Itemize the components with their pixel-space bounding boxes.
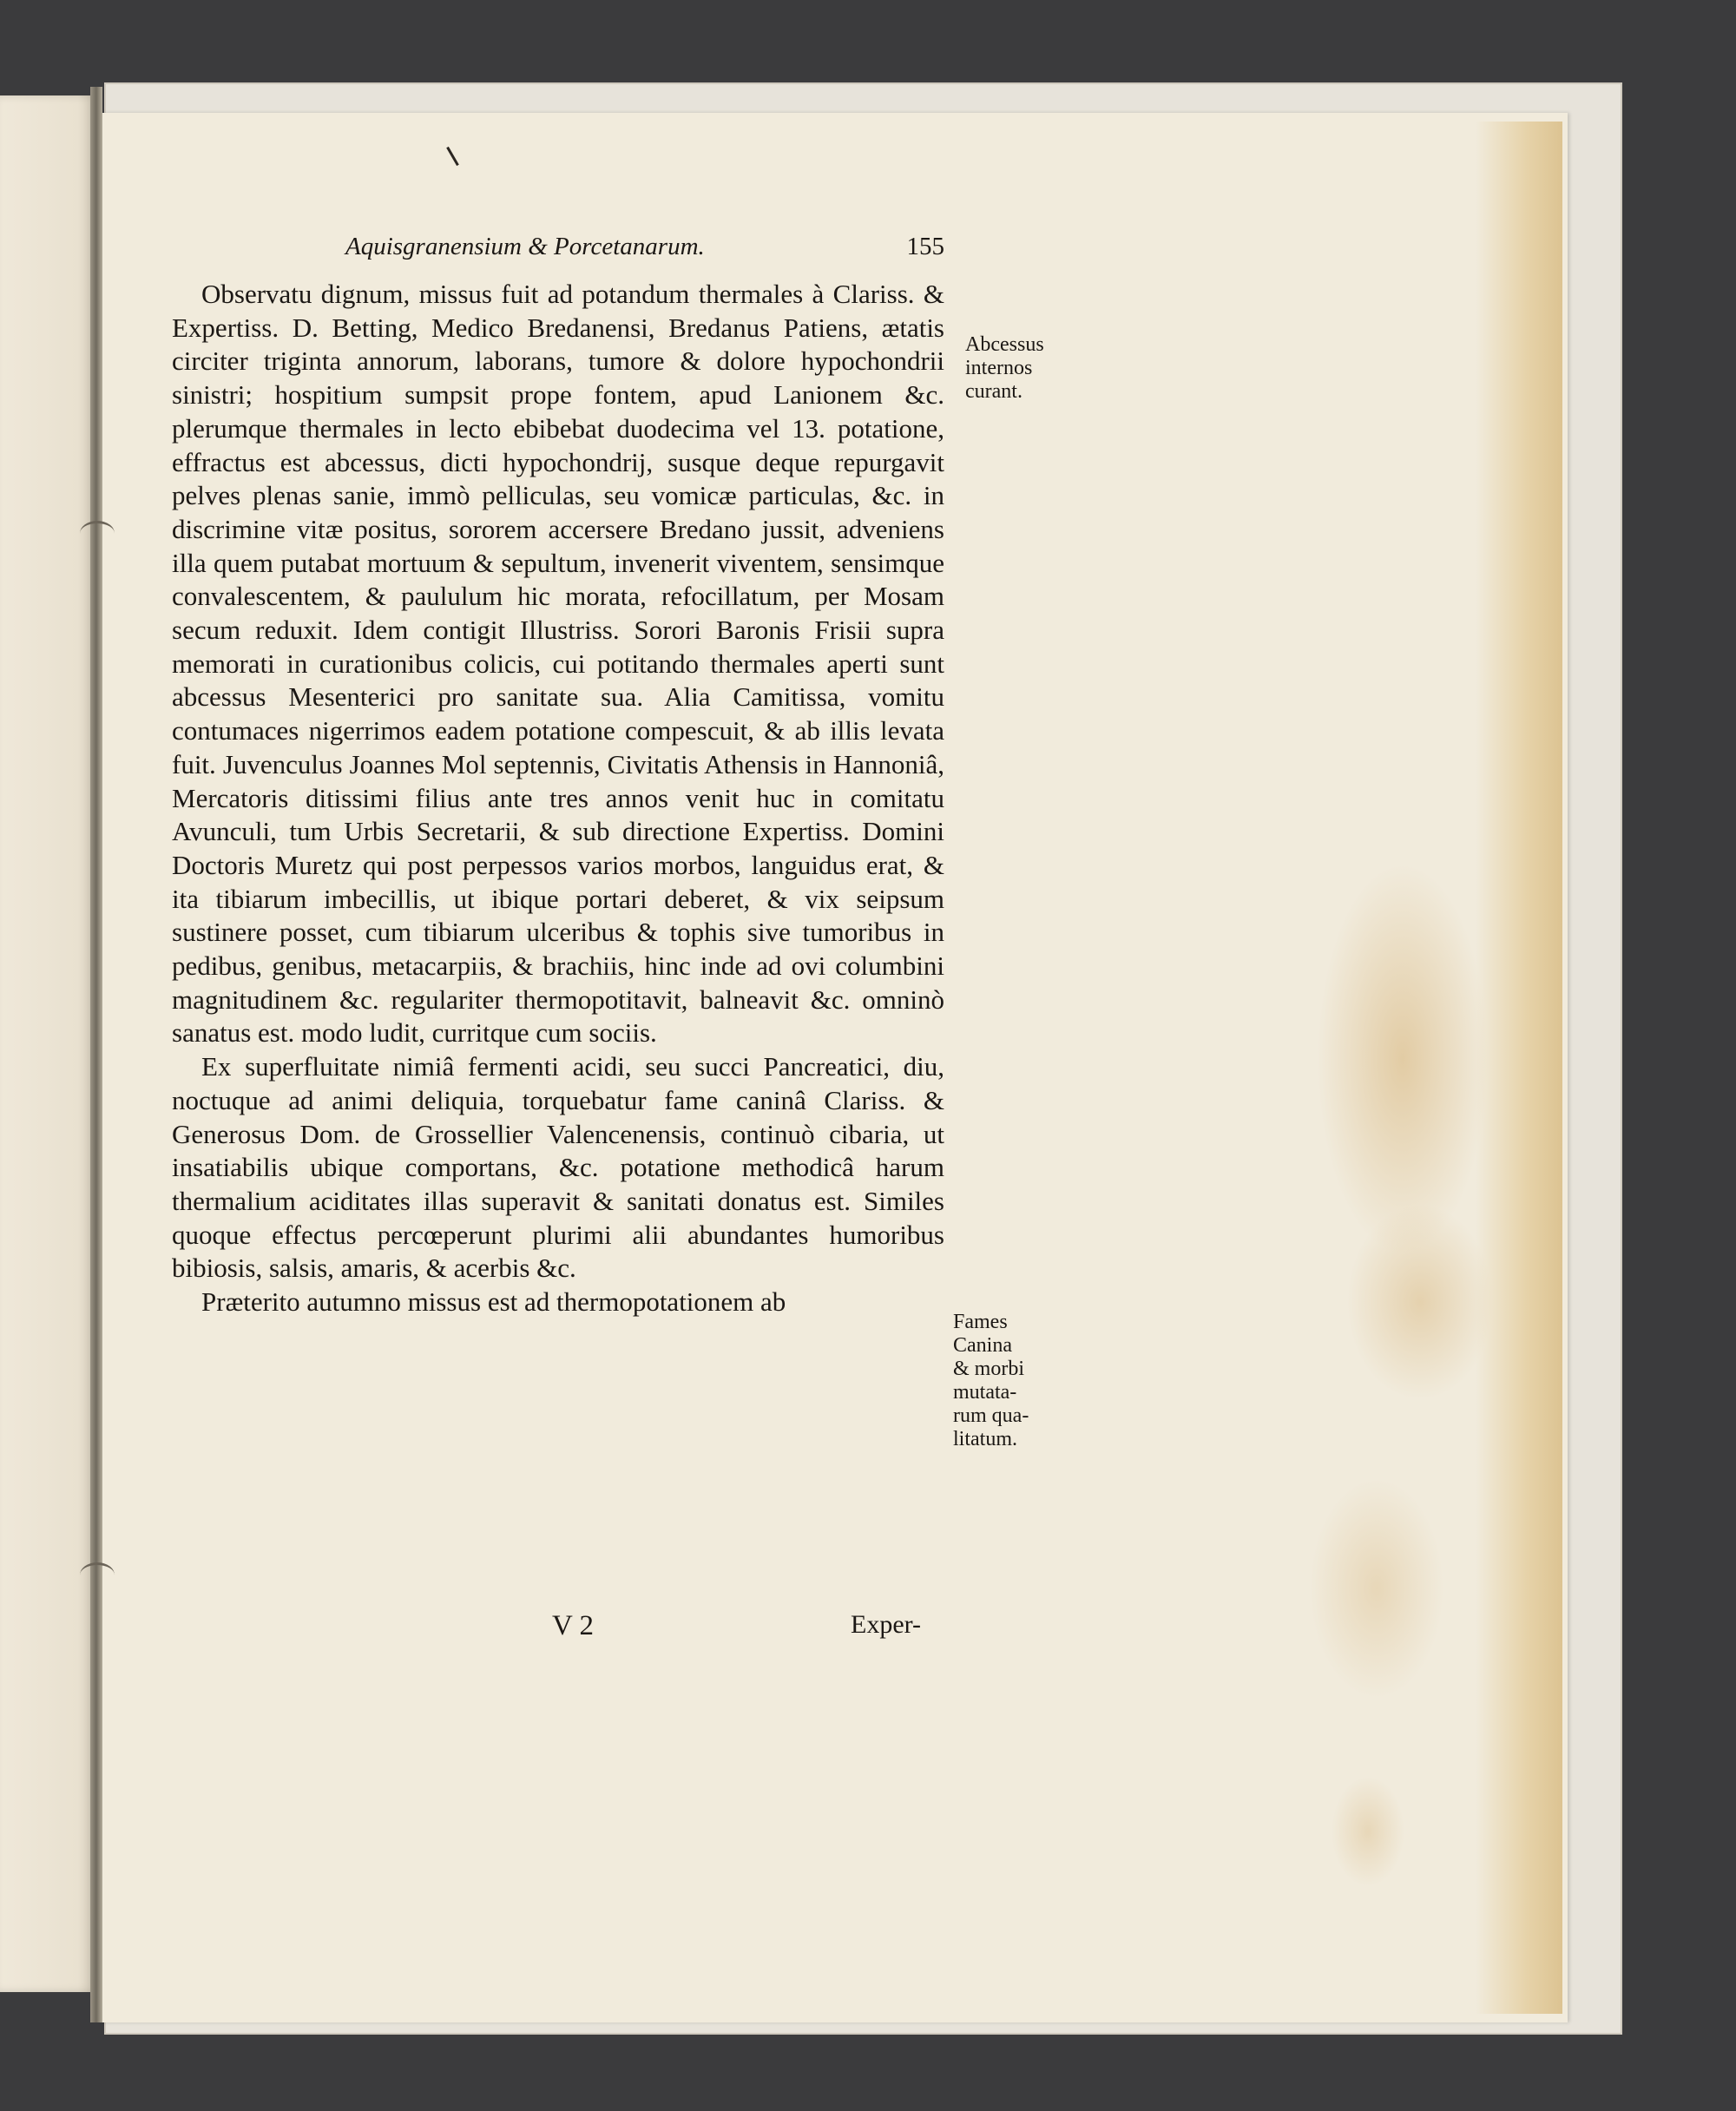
main-text-column [172,278,944,1319]
margin-note-line: internos [965,357,1033,379]
paragraph: Ex superfluitate nimiâ fermenti acidi, seu succi Pancreatici, diu, noctuque ad animi deliquia, torquebatur fame caninâ Clariss. & Generosus Dom. de Grossellier Valencenensis, continuò cibaria, ut insatiabilis ubique comportans, &c. potatione methodicâ harum thermalium aciditates illas superavit & sanitati donatus est. Similes quoque effectus percœperunt plurimi alii abundantes humoribus bibiosis, salsis, amaris, & acerbis &c. [172,1051,944,1284]
page-number: 155 [906,233,944,260]
margin-note-line: Fames [953,1311,1008,1333]
binding-stitch [80,1562,115,1588]
binding-stitch [80,521,115,546]
margin-note-abcessus [965,333,1044,404]
binding-gutter [90,87,102,2022]
margin-note-line: mutata- [953,1381,1017,1404]
running-title: Aquisgranensium & Porcetanarum. [345,233,705,260]
paragraph: Observatu dignum, missus fuit ad potandum thermales à Clariss. & Expertiss. D. Betting, Medico Bredanensi, Bredanus Patiens, ætatis circiter triginta annorum, laborans, tumore & dolore hypochondrii sinistri; hospitium sumpsit prope fontem, apud Lanionem &c. plerumque thermales in lecto ebibebat duodecima vel 13. potatione, effractus est abcessus, dicti hypochondrij, susque deque repurgavit pelves plenas sanie, immò pelliculas, seu vomicæ particulas, &c. in discrimine vitæ positus, sororem accersere Bredano jussit, adveniens illa quem putabat mortuum & sepultum, invenerit viventem, sensimque convalescentem, & paululum hic morata, refocillatum, per Mosam secum reduxit. Idem contigit Illustriss. Sorori Baronis Frisii supra memorati in curationibus colicis, cui potitando thermales aperti sunt abcessus Mesenterici pro sanitate sua. Alia Camitissa, vomitu contumaces nigerrimos eadem potatione compescuit, & ab illis levata fuit. Juvenculus Joannes Mol septennis, Civitatis Athensis in Hannoniâ, Mercatoris ditissimi filius ante tres annos venit huc in comitatu Avunculi, tum Urbis Secretarii, & sub directione Expertiss. Domini Doctoris Muretz qui post perpessos varios morbos, languidus erat, & ita tibiarum imbecillis, ut ibique portari deberet, & vix seipsum sustinere posset, cum tibiarum ulceribus & tophis sive tumoribus in pedibus, genibus, metacarpiis, & brachiis, hinc inde ad ovi columbini magnitudinem &c. regulariter thermopotitavit, balneavit &c. omninò sanatus est. modo ludit, curritque cum sociis. [172,279,944,1049]
margin-note-line: & morbi [953,1358,1024,1380]
signature-mark: V 2 [552,1610,594,1641]
margin-note-fames [953,1311,1029,1451]
catchword: Exper- [851,1610,922,1639]
paragraph: Præterito autumno missus est ad thermopotationem ab [201,1286,786,1318]
margin-note-line: Abcessus [965,333,1044,356]
margin-note-line: Canina [953,1334,1012,1357]
page-fore-edge [1476,122,1562,2014]
margin-note-line: litatum. [953,1428,1017,1450]
margin-note-line: rum qua- [953,1404,1029,1427]
margin-note-line: curant. [965,380,1023,403]
left-page-remnant [0,95,97,1992]
